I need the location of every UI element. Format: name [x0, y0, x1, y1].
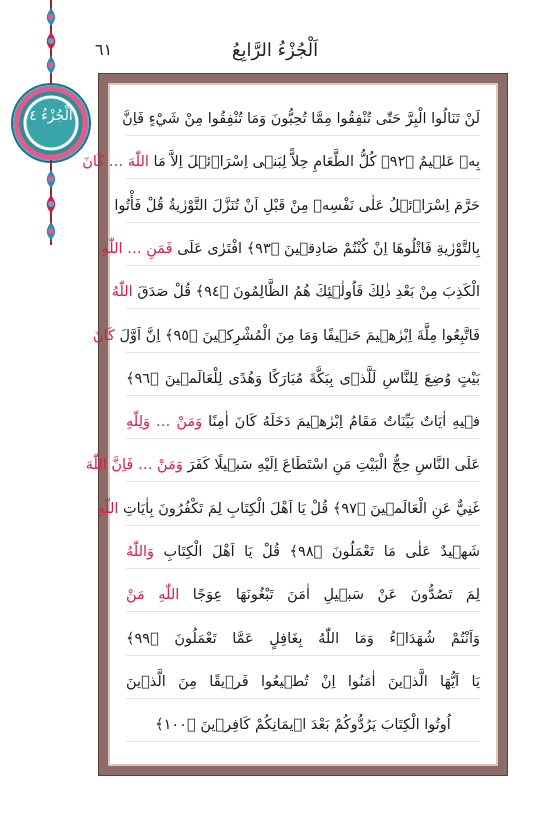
- text-line: [126, 406, 480, 439]
- divine-name-highlight: اللّٰهُ: [111, 284, 138, 301]
- line-text: لَنْ تَنَالُوا الْبِرَّ حَتّٰى تُنْفِقُوا مِمَّا تُحِبُّونَ وَمَا تُنْفِقُوا مِنْ شَيْءٍ فَاِنَّ: [122, 111, 480, 127]
- text-line: [82, 146, 480, 179]
- line-text: حَرَّمَ اِسْرَاۤئٖلُ عَلٰى نَفْسِهٖ مِنْ قَبْلِ اَنْ تُنَزَّلَ التَّوْرٰيةُ قُلْ فَأْتُوا: [114, 197, 480, 214]
- text-line: [111, 276, 480, 309]
- page-header: [95, 38, 455, 68]
- line-text: اُوتُوا الْكِتَابَ يَرُدُّوكُمْ بَعْدَ اٖيمَانِكُمْ كَافِرٖينَ ﴿١٠٠﴾: [155, 717, 451, 734]
- divine-name-highlight: وَمَنْ … فَاِنَّ اللّٰهَ: [85, 457, 188, 474]
- text-line: [126, 623, 480, 656]
- text-line: [97, 493, 480, 526]
- page-title: اَلْجُزْءُ الرَّابِعُ: [231, 40, 319, 61]
- line-text: عَلَى النَّاسِ حِجُّ الْبَيْتِ مَنِ اسْتَطَاعَ اِلَيْهِ سَبٖيلًا كَفَرَ: [187, 457, 480, 474]
- line-text: بِالتَّوْرٰيةِ فَاتْلُوهَا اِنْ كُنْتُمْ صَادِقٖينَ ﴿٩٣﴾ افْتَرٰى عَلَى: [177, 240, 480, 257]
- text-line: [114, 190, 480, 223]
- divine-name-highlight: كَانَ: [92, 327, 120, 344]
- divine-name-highlight: فَمَنِ … اللّٰهِ: [101, 240, 178, 257]
- divine-name-highlight: اللّٰهِ مَنْ: [126, 587, 193, 604]
- flower-icon: [40, 222, 62, 240]
- divine-name-highlight: اللّٰهَ … كَانَ: [82, 154, 154, 171]
- text-line: [92, 320, 480, 353]
- divine-name-highlight: وَمَنْ … وَلِلّٰهِ: [126, 414, 209, 431]
- text-line: [126, 579, 480, 612]
- text-line: [85, 449, 480, 482]
- line-text: بِهٖ عَلٖيمٌ ﴿٩٢﴾ كُلُّ الطَّعَامِ حِلاًّ لِبَنٖى اِسْرَاۤئٖلَ اِلاَّ مَا: [153, 154, 480, 171]
- divine-name-highlight: اللّٰهِ: [97, 500, 124, 517]
- text-line: [126, 709, 480, 742]
- line-text: شَهٖيدٌ عَلٰى مَا تَعْمَلُونَ ﴿٩٨﴾ قُلْ يَا اَهْلَ الْكِتَابِ: [163, 544, 480, 560]
- page-number: ٦١: [95, 40, 113, 59]
- flower-icon: [40, 195, 62, 213]
- line-text: بَيْتٍ وُضِعَ لِلنَّاسِ لَلَّذٖى بِبَكَّةَ مُبَارَكًا وَهُدًى لِلْعَالَمٖينَ ﴿٩٦﴾: [126, 370, 480, 387]
- line-text: غَنِيٌّ عَنِ الْعَالَمٖينَ ﴿٩٧﴾ قُلْ يَا اَهْلَ الْكِتَابِ لِمَ تَكْفُرُونَ بِاٰيَاتِ: [123, 500, 480, 517]
- line-text: فٖيهِ اٰيَاتٌ بَيِّنَاتٌ مَقَامُ اِبْرٰهٖيمَ دَخَلَهُ كَانَ اٰمِنًا: [208, 414, 480, 431]
- text-line: [126, 363, 480, 396]
- line-text: يَا اَيُّهَا الَّذٖينَ اٰمَنُوا اِنْ تُطٖيعُوا فَرٖيقًا مِنَ الَّذٖينَ: [126, 673, 480, 690]
- text-block: [82, 103, 480, 753]
- text-line: [126, 666, 480, 699]
- juz-medallion-text: اَلْجُزْءُ ٤: [29, 108, 73, 124]
- flower-icon: [40, 32, 62, 50]
- flower-icon: [40, 56, 62, 74]
- flower-icon: [40, 170, 62, 188]
- text-line: [126, 536, 480, 569]
- line-text: فَاتَّبِعُوا مِلَّةَ اِبْرٰهٖيمَ حَنٖيفًا وَمَا مِنَ الْمُشْرِكٖينَ ﴿٩٥﴾ اِنَّ اَوَّلَ: [119, 327, 480, 344]
- line-text: وَاَنْتُمْ شُهَدَاۤءُ وَمَا اللّٰهُ بِغَافِلٍ عَمَّا تَعْمَلُونَ ﴿٩٩﴾: [126, 630, 480, 647]
- flower-icon: [40, 8, 62, 26]
- text-line: [101, 233, 480, 266]
- text-line: [122, 103, 480, 136]
- divine-name-highlight: وَاللّٰهُ: [126, 544, 164, 560]
- line-text: لِمَ تَصُدُّونَ عَنْ سَبٖيلِ اٰمَنَ تَبْغُونَهَا عِوَجًا: [192, 587, 480, 604]
- line-text: الْكَذِبَ مِنْ بَعْدِ ذٰلِكَ فَاُولٰۤئِكَ هُمُ الظَّالِمُونَ ﴿٩٤﴾ قُلْ صَدَقَ: [137, 284, 480, 301]
